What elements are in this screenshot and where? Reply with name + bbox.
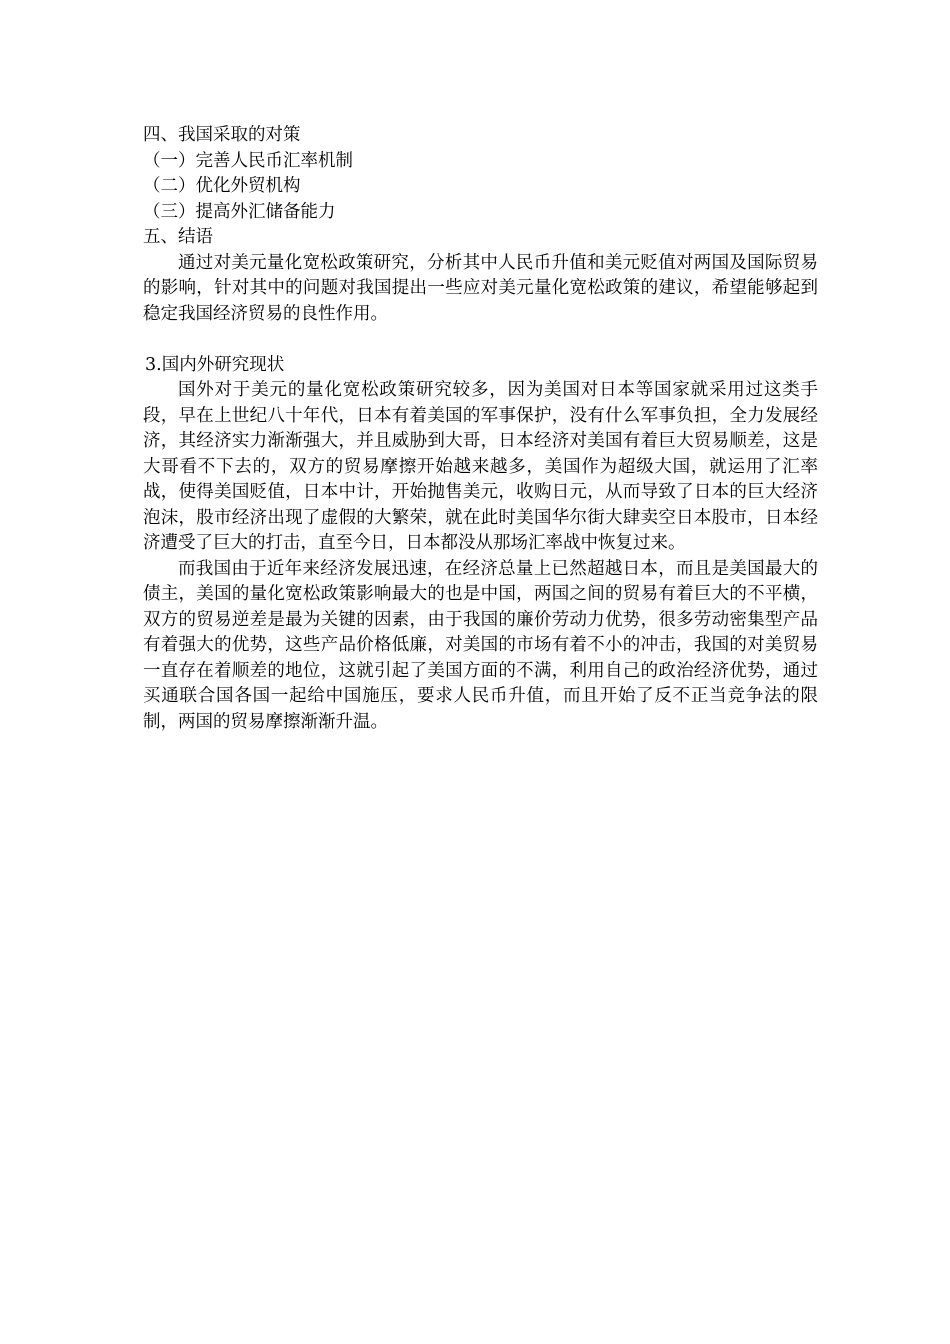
- section-4-item-1: （一）完善人民币汇率机制: [143, 150, 353, 171]
- blank-line: [143, 327, 818, 353]
- section-4-item-2: （二）优化外贸机构: [143, 176, 301, 196]
- research-status-heading: 3.国内外研究现状: [145, 354, 285, 375]
- document-body: [143, 123, 818, 735]
- section-4-heading: 四、我国采取的对策: [143, 125, 301, 145]
- foreign-research-paragraph: 国外对于美元的量化宽松政策研究较多，因为美国对日本等国家就采用过这类手段，早在上世纪八十年代，日本有着美国的军事保护，没有什么军事负担，全力发展经济，其经济实力渐渐强大，并且威胁到大哥，日本经济对美国有着巨大贸易顺差，这是大哥看不下去的，双方的贸易摩擦开始越来越多，美国作为超级大国，就运用了汇率战，使得美国贬值，日本中计，开始抛售美元，收购日元，从而导致了日本的巨大经济泡沫，股市经济出现了虚假的大繁荣，就在此时美国华尔街大肆卖空日本股市，日本经济遭受了巨大的打击，直至今日，日本都没从那场汇率战中恢复过来。: [143, 380, 818, 553]
- domestic-research-paragraph: 而我国由于近年来经济发展迅速，在经济总量上已然超越日本，而且是美国最大的债主，美国的量化宽松政策影响最大的也是中国，两国之间的贸易有着巨大的不平横，双方的贸易逆差是最为关键的因素，由于我国的廉价劳动力优势，很多劳动密集型产品有着强大的优势，这些产品价格低廉，对美国的市场有着不小的冲击，我国的对美贸易一直存在着顺差的地位，这就引起了美国方面的不满，利用自己的政治经济优势，通过买通联合国各国一起给中国施压，要求人民币升值，而且开始了反不正当竞争法的限制，两国的贸易摩擦渐渐升温。: [143, 558, 818, 732]
- conclusion-paragraph: 通过对美元量化宽松政策研究，分析其中人民币升值和美元贬值对两国及国际贸易的影响，针对其中的问题对我国提出一些应对美元量化宽松政策的建议，希望能够起到稳定我国经济贸易的良性作用。: [143, 252, 818, 324]
- section-5-heading: 五、结语: [143, 227, 213, 247]
- section-4-item-3: （三）提高外汇储备能力: [143, 201, 336, 222]
